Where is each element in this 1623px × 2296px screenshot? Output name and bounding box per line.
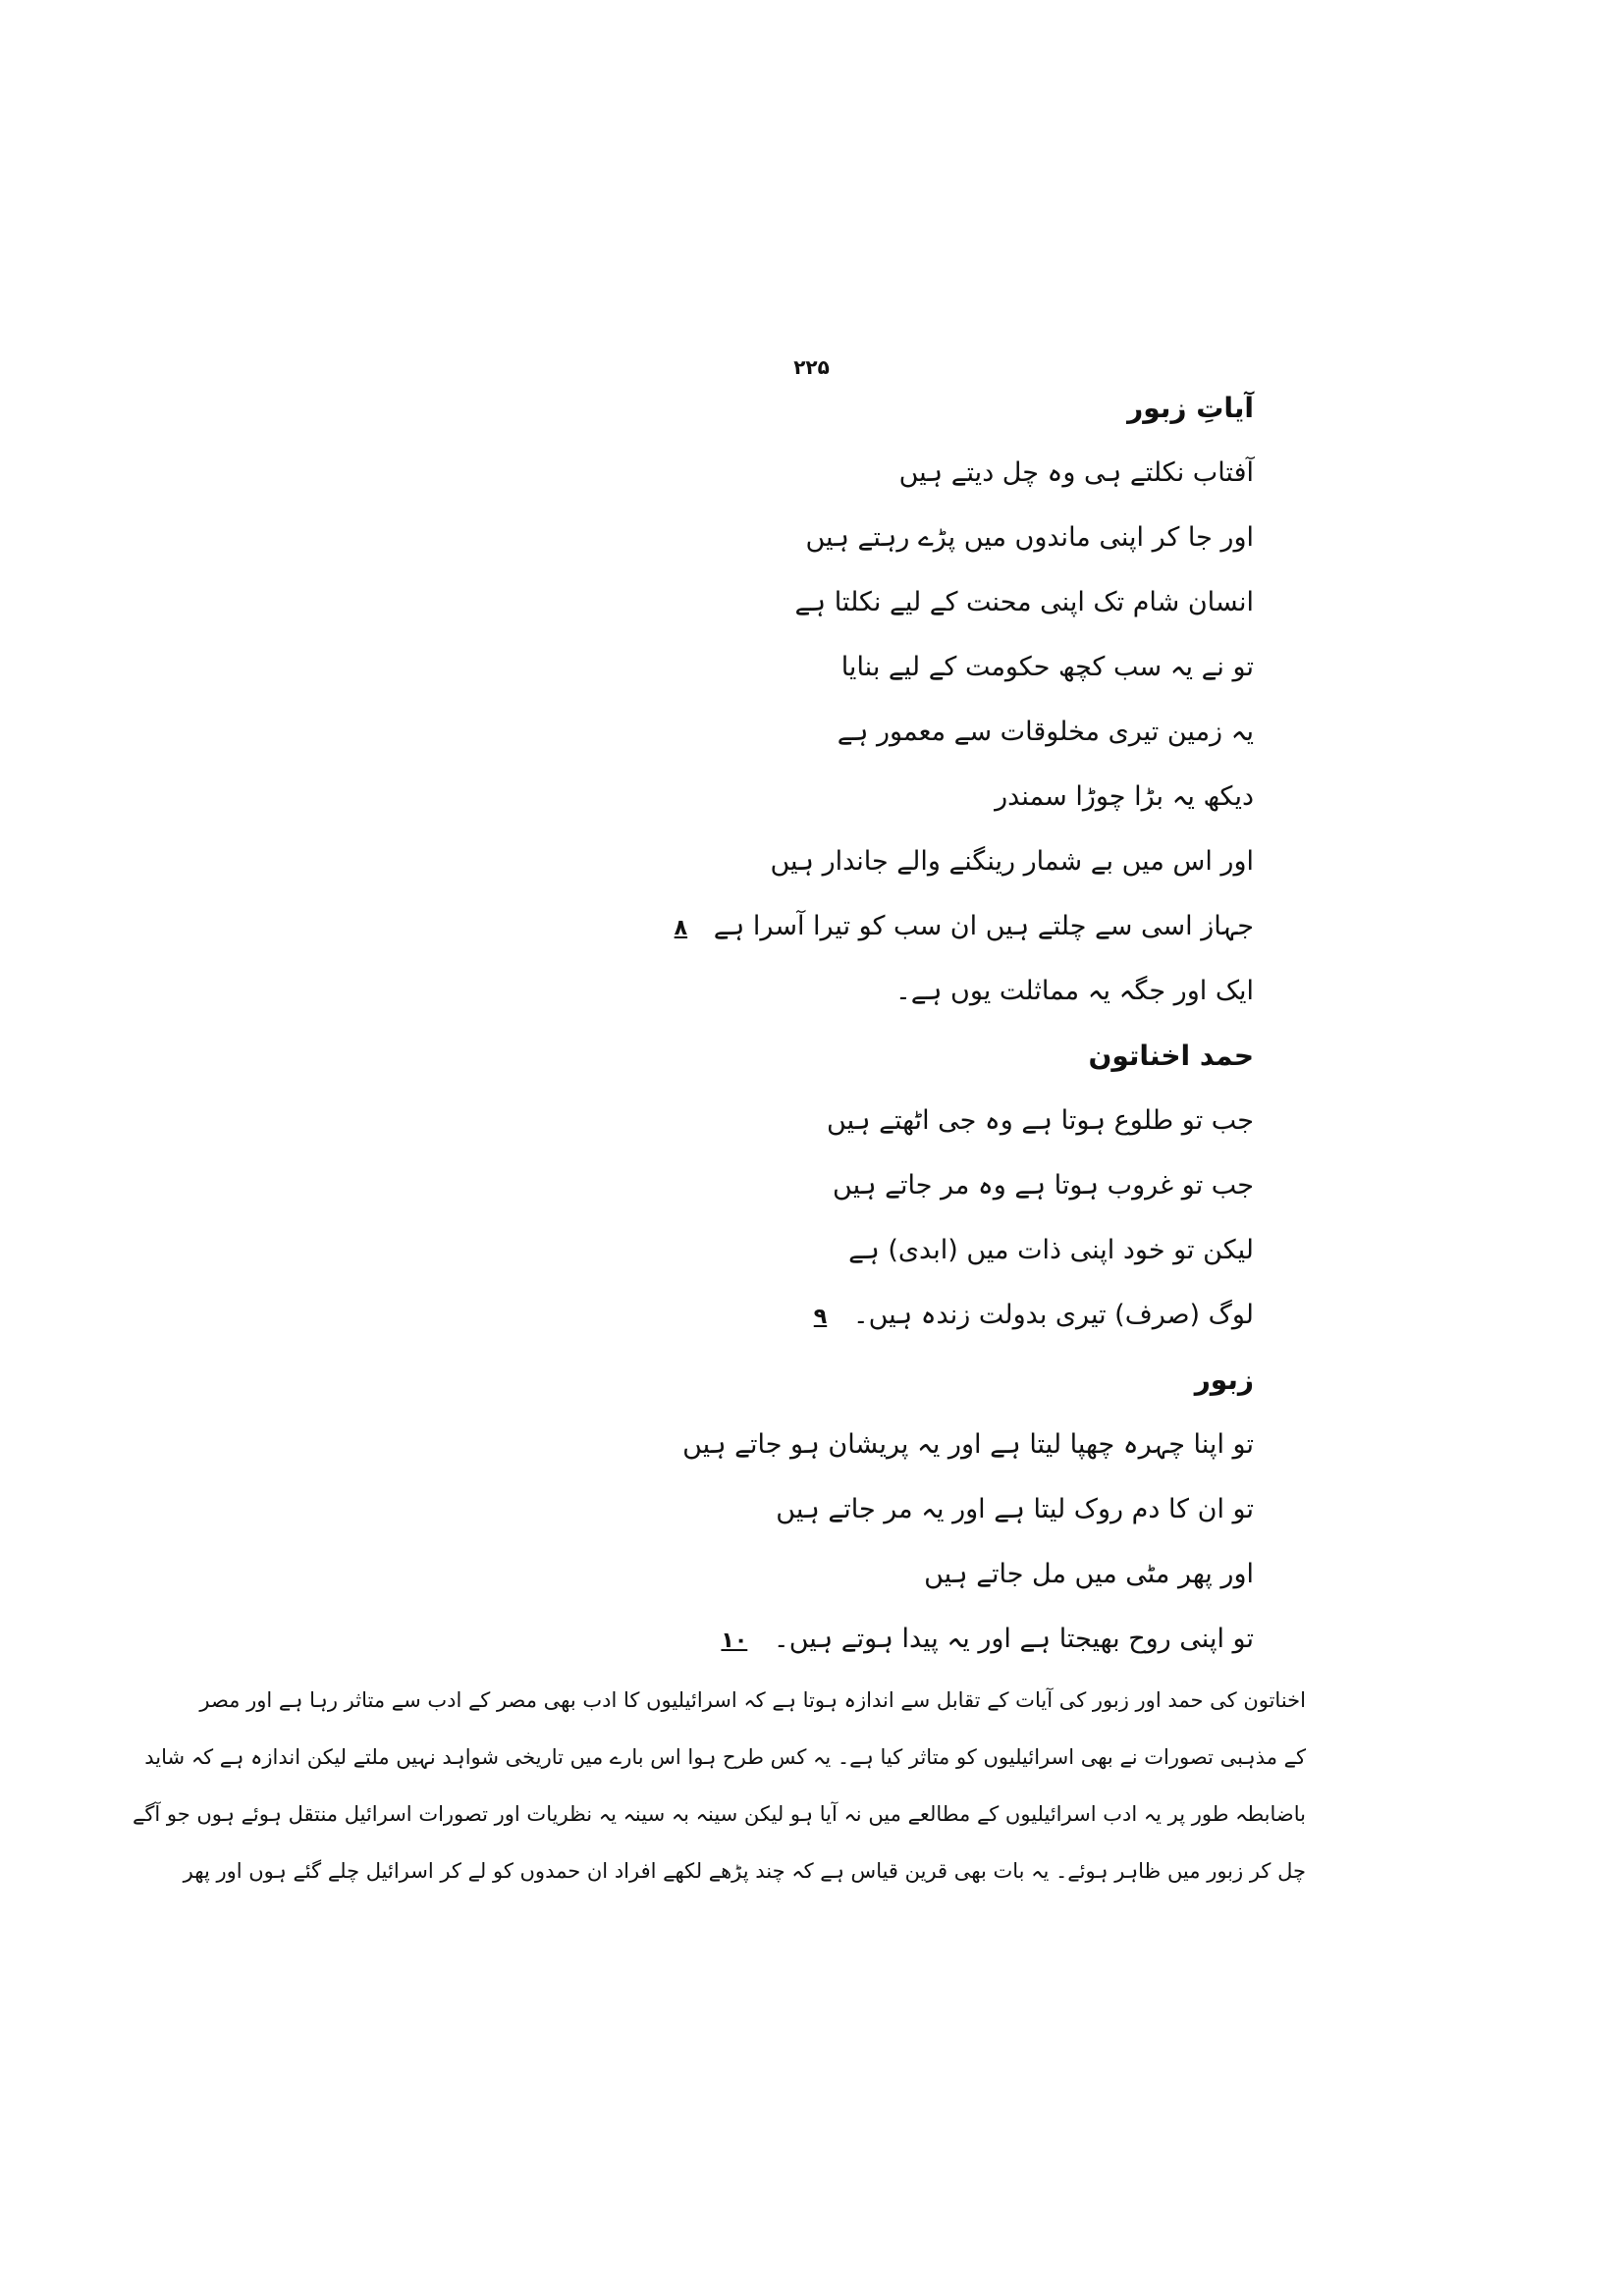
paragraph-line: چل کر زبور میں ظاہر ہوئے۔ یہ بات بھی قرین قیاس ہے کہ چند پڑھے لکھے افراد ان حمدوں کو لے کر اسرائیل چلے گئے ہوں اور پھر [183, 1859, 1306, 1883]
paragraph-line: باضابطہ طور پر یہ ادب اسرائیلیوں کے مطالعے میں نہ آیا ہو لیکن سینہ بہ سینہ یہ نظریات اور تصورات اسرائیل منتقل ہوئے ہوں جو آگے [133, 1802, 1306, 1826]
section-heading-zabur: زبور [1194, 1363, 1254, 1396]
transition-line: ایک اور جگہ یہ مماثلت یوں ہے۔ [894, 976, 1254, 1006]
verse-text: لوگ (صرف) تیری بدولت زندہ ہیں۔ [852, 1300, 1254, 1330]
verse-text: جہاز اسی سے چلتے ہیں ان سب کو تیرا آسرا ہے [713, 911, 1254, 941]
verse-line: اور پھر مٹی میں مل جاتے ہیں [924, 1559, 1254, 1589]
verse-line: جب تو غروب ہوتا ہے وہ مر جاتے ہیں [833, 1170, 1254, 1201]
verse-line: تو ان کا دم روک لیتا ہے اور یہ مر جاتے ہیں [776, 1494, 1254, 1524]
footnote-marker: ۹ [813, 1305, 828, 1329]
paragraph-line: کے مذہبی تصورات نے بھی اسرائیلیوں کو متاثر کیا ہے۔ یہ کس طرح ہوا اس بارے میں تاریخی شواہد نہیں ملتے لیکن اندازہ ہے کہ شاید [144, 1745, 1306, 1769]
footnote-marker: ۱۰ [721, 1629, 748, 1653]
footnote-marker: ۸ [674, 916, 688, 940]
paragraph-line: اخناتون کی حمد اور زبور کی آیات کے تقابل سے اندازہ ہوتا ہے کہ اسرائیلیوں کا ادب بھی مصر کے ادب سے متاثر رہا ہے اور مصر [199, 1688, 1306, 1712]
verse-line: انسان شام تک اپنی محنت کے لیے نکلتا ہے [794, 587, 1254, 617]
verse-line: لیکن تو خود اپنی ذات میں (ابدی) ہے [848, 1235, 1254, 1265]
verse-line: آفتاب نکلتے ہی وہ چل دیتے ہیں [898, 457, 1254, 488]
page-number: ۲۲۵ [793, 355, 830, 379]
verse-line: اور جا کر اپنی ماندوں میں پڑے رہتے ہیں [805, 522, 1254, 553]
verse-line: دیکھ یہ بڑا چوڑا سمندر [995, 781, 1254, 812]
verse-text: تو اپنی روح بھیجتا ہے اور یہ پیدا ہوتے ہیں۔ [773, 1624, 1254, 1654]
verse-line: جب تو طلوع ہوتا ہے وہ جی اٹھتے ہیں [827, 1105, 1254, 1136]
verse-line-with-footnote [370, 1296, 1254, 1335]
verse-line-with-footnote [370, 907, 1254, 946]
verse-line: تو اپنا چہرہ چھپا لیتا ہے اور یہ پریشان ہو جاتے ہیں [682, 1429, 1254, 1460]
section-heading-ayat-e-zabur: آیاتِ زبور [1127, 392, 1254, 424]
verse-line: اور اس میں بے شمار رینگنے والے جاندار ہیں [770, 846, 1254, 877]
verse-line: تو نے یہ سب کچھ حکومت کے لیے بنایا [840, 652, 1254, 682]
section-heading-hamd-akhnaton: حمد اخناتون [1088, 1040, 1254, 1072]
verse-line: یہ زمین تیری مخلوقات سے معمور ہے [837, 717, 1254, 747]
verse-line-with-footnote [370, 1620, 1254, 1659]
